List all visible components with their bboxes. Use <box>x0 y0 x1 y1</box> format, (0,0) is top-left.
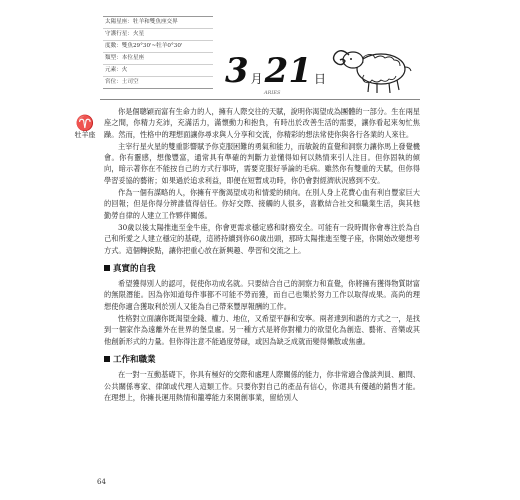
ram-illustration-icon <box>331 33 415 95</box>
date-month-unit: 月 <box>250 72 263 86</box>
info-row: 守護行星：火星 <box>103 29 213 41</box>
main-text <box>104 106 420 404</box>
paragraph: 在一對一互動基礎下，你具有極好的交際和處理人際關係的能力，你非常適合像談判員、顧問、公共關係專家、律師或代理人這類工作。只要你對自己的產品有信心，你還具有優越的銷售才能。在理想上，你擁長運用熱情和籠導能力來開創事業，留給別人 <box>104 370 420 402</box>
date-day: 21 <box>264 51 312 91</box>
date-day-unit: 日 <box>314 72 327 86</box>
info-row: 度數：雙魚29°30'~牡羊0°30' <box>103 41 213 53</box>
side-tab <box>72 115 98 140</box>
info-row: 太陽星座：牡羊和雙魚座交界 <box>103 17 213 29</box>
section-heading-career <box>104 355 420 366</box>
paragraph: 性格對立面讓你既渴望金錢、權力、地位，又希望平靜和安寧。兩者達到和諧的方式之一，是找到一個家作為遠離外在世界的堡皇處。另一種方式是將你對權力的欲望化為創造、藝術、音樂或其他創新形式的力量。但你得注意不能過度勞碌，或因為缺乏成就而變得懶散或焦慮。 <box>104 314 420 346</box>
date-month: 3 <box>224 51 249 91</box>
info-row: 類型：本位星座 <box>103 53 213 65</box>
paragraph: 作為一個有謀略的人，你擁有平衡渴望成功和情愛的傾向。在別人身上花費心血有利自豐家巨大的回報；但是你得分辨誰值得信任。你好交際、接觸的人很多，喜歡結合社交和職業生活，與其他勤勞自律的人建立工作夥伴關係。 <box>104 188 420 220</box>
section-title: 真實的自我 <box>113 263 156 274</box>
paragraph: 希望獲得別人的認可，促使你功成名就。只要結合自己的洞察力和直覺，你將擁有獲得物質財富的無限潛能。因為你知道每件事都不可能不勞而獲，而自己也樂於努力工作以取得成果。高尚的理想使你適合獲取利於別人又能為自己帶來豐厚報酬的工作。 <box>104 279 420 311</box>
paragraph: 主宰行星火星的雙重影響賦予你克服困難的勇氣和能力，而敏銳的直覺和洞察力讓你馬上發覺機會。你有靈感，想像豐富，通常具有準確的判斷力並懂得如何以熱情來引人注目。但你固執的傾向，暗示著你在不能按自己的方式行事時，需要克服好爭論的毛病。雖然你有雙重的天賦，但你得學習妥協的藝術；如果過於追求利益，即便在短暫成功時，你仍會對經濟狀況感到不安。 <box>104 141 420 185</box>
page-number: 64 <box>97 478 106 486</box>
side-tab-label: 牡羊座 <box>74 131 96 139</box>
section-heading-true-self <box>104 264 420 275</box>
header-divider <box>100 99 420 100</box>
sign-info-table <box>103 16 213 89</box>
aries-glyph-icon: ♈ <box>75 114 95 132</box>
section-title: 工作和職業 <box>113 354 156 365</box>
paragraph: 你是個聰穎而富有生命力的人，擁有人際交往的天賦，說明你渴望成為團體的一部分。生在兩星座之間，你精力充沛，充滿活力，滿懷動力和抱負，有時出於改善生活的需要，讓你看起來匆忙焦躁。然而，性格中的理想面讓你尋求與人分享和交流，你精彩的想法常使你與各行各業的人來往。 <box>104 107 420 139</box>
square-bullet-icon <box>104 265 110 271</box>
date-heading <box>224 44 329 91</box>
square-bullet-icon <box>104 356 110 362</box>
paragraph: 30歲以後太陽推進至金牛座，你會更需求穩定感和財務安全。可能有一段時間你會專注於為自己和所愛之人建立穩定的基礎，這將持續到你60歲出頭，那時太陽推進至雙子座，你開始改變想考方式。這個轉捩點，讓你把重心放在新興趣、學習和交流之上。 <box>104 222 420 255</box>
info-row: 宮位：土司空 <box>105 79 139 85</box>
info-row: 元素：火 <box>103 65 213 77</box>
sign-latin-name: ARIES <box>264 90 281 96</box>
